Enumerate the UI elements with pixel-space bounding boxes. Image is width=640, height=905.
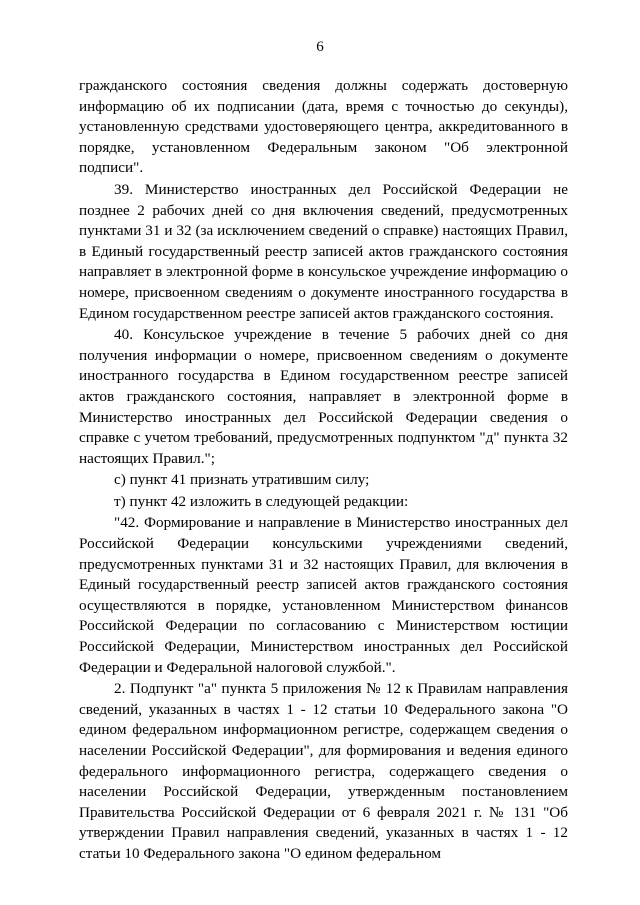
page-number: 6 (316, 39, 324, 55)
paragraph-item-39: 39. Министерство иностранных дел Российской Федерации не позднее 2 рабочих дней со дня включения сведений, предусмотренных пунктами 31 и 32 (за исключением сведений о справке) настоящих Правил, в Единый государственный реестр записей актов гражданского состояния направляет в электронной форме в консульское учреждение информацию о номере, присвоенном сведениям о документе иностранного государства в Едином государственном реестре записей актов гражданского состояния. (79, 180, 568, 322)
paragraph-continuation: гражданского состояния сведения должны содержать достоверную информацию об их подписании (дата, время с точностью до секунды), установленную средствами удостоверяющего центра, аккредитованного в порядке, установленном Федеральным законом "Об электронной подписи". (79, 77, 568, 177)
paragraph-item-42: "42. Формирование и направление в Министерство иностранных дел Российской Федерации консульскими учреждениями сведений, предусмотренных пунктами 31 и 32 настоящих Правил, для включения в Единый государственный реестр записей актов гражданского состояния осуществляются в порядке, установленном Министерством финансов Российской Федерации по согласованию с Министерством юстиции Российской Федерации, Министерством иностранных дел Российской Федерации и Федеральной налоговой службой.". (79, 514, 568, 676)
paragraph-subitem-s: с) пункт 41 признать утратившим силу; (114, 471, 370, 489)
paragraph-subitem-t: т) пункт 42 изложить в следующей редакции: (114, 492, 409, 510)
paragraph-item-40: 40. Консульское учреждение в течение 5 рабочих дней со дня получения информации о номере, присвоенном сведениям о документе иностранного государства в Едином государственном реестре записей актов гражданского состояния, направляет в электронной форме в Министерство иностранных дел Российской Федерации сведения о справке с учетом требований, предусмотренных подпунктом "д" пункта 32 настоящих Правил."; (79, 326, 568, 467)
paragraph-item-2: 2. Подпункт "а" пункта 5 приложения № 12 к Правилам направления сведений, указанных в частях 1 - 12 статьи 10 Федерального закона "О едином федеральном информационном регистре, содержащем сведения о населении Российской Федерации", для формирования и ведения единого федерального информационного регистра, содержащего сведения о населении Российской Федерации, утвержденным постановлением Правительства Российской Федерации от 6 февраля 2021 г. № 131 "Об утверждении Правил направления сведений, указанных в частях 1 - 12 статьи 10 Федерального закона "О едином федеральном (79, 680, 568, 862)
document-body (79, 76, 568, 865)
